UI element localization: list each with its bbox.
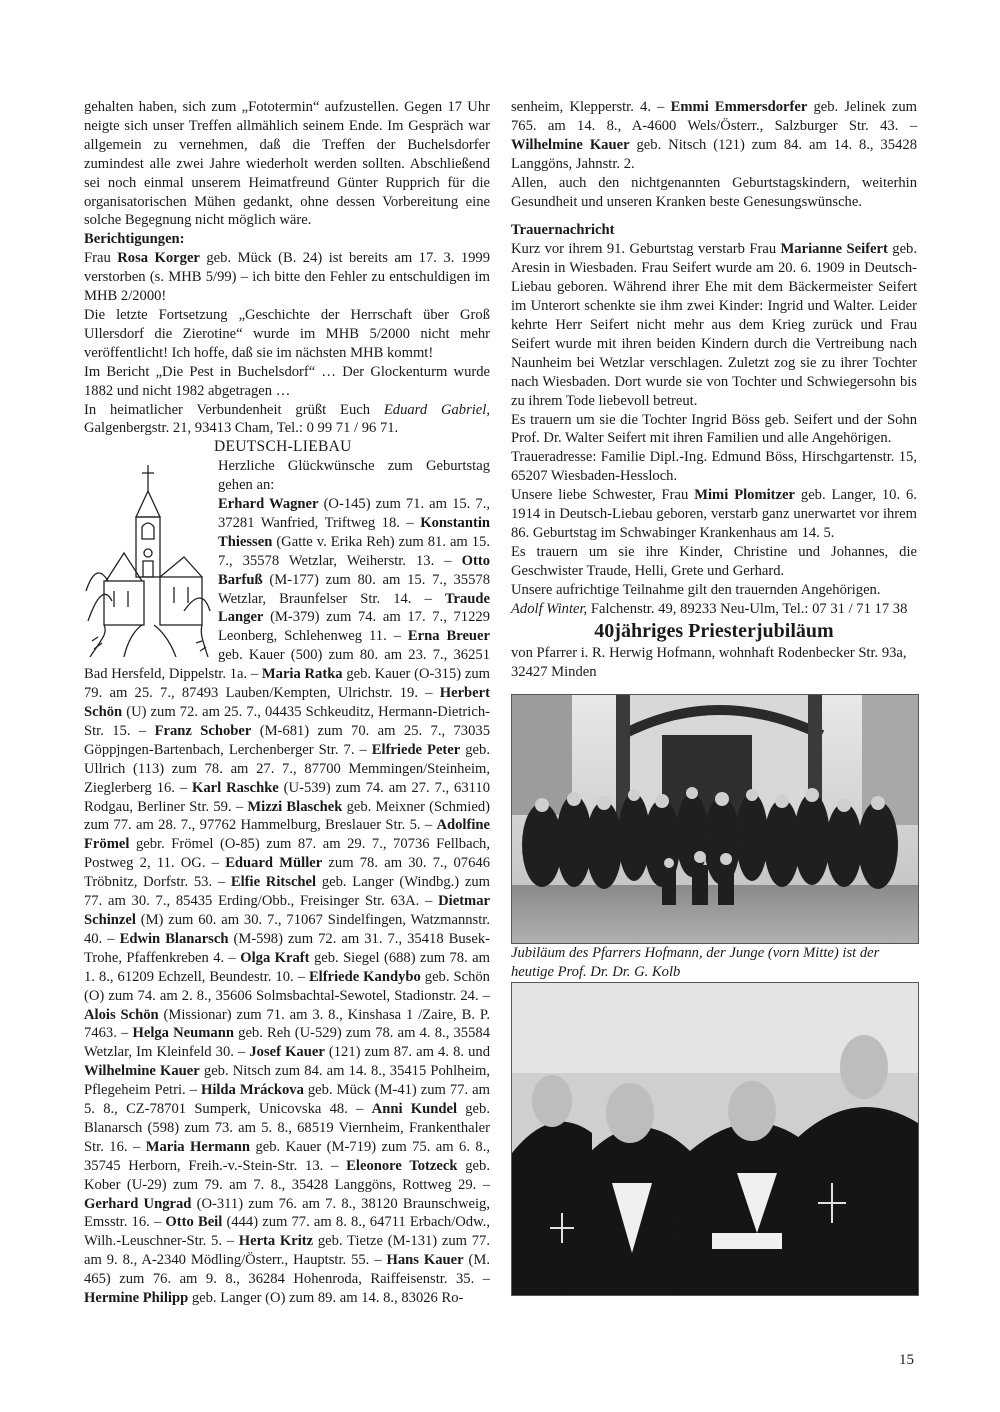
birthday-entry: Elfie Ritschel geb. Langer (Windbg.) zum 77. am 30. 7., 85435 Erding/Obb., Freisinger Str. 63A. – <box>84 874 491 910</box>
birthday-entry: Hans Kauer (M. 465) zum 76. am 9. 8., 36284 Hohenroda, Raiffeisenstr. 35. – <box>84 1252 490 1288</box>
intro-paragraph: gehalten haben, sich zum „Fototermin“ aufzustellen. Gegen 17 Uhr neigte sich unser Treffen allmählich seinem Ende. Im Gespräch war allgemein zu vernehmen, daß die Treffen der Buchelsdorfer zumindest alle zwei Jahre wiederholt werden sollten. Abschließend sei noch einmal unserem Heimatfreund Günter Rupprich für die organisatorischen Mühen gedankt, ohne dessen Vorbereitung eine solche Begegnung nicht möglich wäre. <box>84 99 490 229</box>
person-name: Maria Hermann <box>145 1138 251 1155</box>
person-name: Emmi Emmersdorfer <box>670 99 808 115</box>
obituary-1-mourners: Es trauern um sie die Tochter Ingrid Böss geb. Seifert und der Sohn Prof. Dr. Walter Seifert mit ihren Familien und alle Angehörigen. <box>511 411 917 447</box>
jubilee-byline: von Pfarrer i. R. Herwig Hofmann, wohnhaft Rodenbecker Str. 93a, 32427 Minden <box>511 645 907 681</box>
closing-author: Eduard Gabriel, <box>383 401 490 418</box>
birthday-entry: Franz Schober (M-681) zum 70. am 25. 7., 73035 Göppjngen-Bartenbach, Lerchenberger Str. 7. – <box>84 722 490 758</box>
birthday-entry: Elfriede Peter geb. Ullrich (113) zum 78. am 27. 7., 87700 Memmingen/Steinheim, Zieglerberg 16. – <box>84 741 490 796</box>
sympathy-line: Unsere aufrichtige Teilnahme gilt den trauernden Angehörigen. <box>511 581 881 598</box>
birthday-entry: Mizzi Blaschek geb. Meixner (Schmied) zum 77. am 28. 7., 97762 Hammelburg, Breslauer Str. 5. – <box>84 798 490 834</box>
person-name: Marianne Seifert <box>780 241 888 258</box>
birthday-entry: Edwin Blanarsch (M-598) zum 72. am 31. 7., 35418 Busek-Trohe, Pfaffenkreben 4. – <box>84 930 490 966</box>
birthday-entry: Herta Kritz geb. Tietze (M-131) zum 77. am 9. 8., A-2340 Mödling/Österr., Hauptstr. 55. – <box>84 1233 490 1269</box>
birthday-entry: Hilda Mráckova geb. Mück (M-41) zum 77. am 5. 8., CZ-78701 Sumperk, Unicovska 48. – <box>84 1082 490 1118</box>
jubilee-title: 40jähriges Priesterjubiläum <box>594 620 834 643</box>
birthday-entry: Anni Kundel geb. Blanarsch (598) zum 73. am 5. 8., 68519 Viernheim, Frankenthaler Str. 16. – <box>84 1101 490 1155</box>
person-name: Helga Neumann <box>132 1025 234 1042</box>
person-name: Elfriede Peter <box>371 741 461 758</box>
person-name: Mizzi Blaschek <box>247 798 343 815</box>
person-name: Mimi Plomitzer <box>694 487 795 504</box>
person-name: Hilda Mráckova <box>200 1082 304 1099</box>
person-name: Alois Schön <box>84 1006 159 1023</box>
person-name: Rosa Korger <box>117 250 200 267</box>
right-column <box>511 98 917 1296</box>
birthday-entry: Eduard Müller zum 78. am 30. 7., 07646 Tröbnitz, Dorfstr. 53. – <box>84 855 490 891</box>
obituary-2-mourners: Es trauern um sie ihre Kinder, Christine und Johannes, die Geschwister Traude, Helli, Grete und Gerhard. <box>511 543 917 579</box>
person-name: Elfriede Kandybo <box>308 968 421 985</box>
birthday-entry: Karl Raschke (U-539) zum 74. am 27. 7., 63110 Rodgau, Berliner Str. 59. – <box>84 779 490 815</box>
group-photo <box>511 694 919 944</box>
birthday-entry: Josef Kauer (121) zum 87. am 4. 8. und <box>249 1044 490 1061</box>
person-name: Otto Beil <box>165 1214 223 1231</box>
person-name: Herta Kritz <box>238 1233 314 1250</box>
birthday-entry: Hermine Philipp geb. Langer (O) zum 89. am 14. 8., 83026 Ro- <box>84 1290 464 1307</box>
person-name: Olga Kraft <box>240 949 310 966</box>
correction-2: Die letzte Fortsetzung „Geschichte der Herrschaft über Groß Ullersdorf die Zierotine“ wurde im MHB 5/2000 nicht mehr veröffentlicht! Ich hoffe, daß sie im nächsten MHB kommt! <box>84 306 490 361</box>
birthday-entry: Olga Kraft geb. Siegel (688) zum 78. am 1. 8., 61209 Echzell, Beundestr. 10. – <box>84 949 490 985</box>
birthday-entry: Otto Beil (444) zum 77. am 8. 8., 64711 Erbach/Odw., Wilh.-Leuschner-Str. 5. – <box>84 1214 490 1250</box>
birthday-entry: Erhard Wagner (O-145) zum 71. am 15. 7., 37281 Wanfried, Triftweg 18. – <box>218 496 491 531</box>
birthday-entry: Gerhard Ungrad (O-311) zum 76. am 7. 8., 38120 Braunschweig, Emsstr. 16. – <box>84 1195 490 1231</box>
birthday-entry: Maria Ratka geb. Kauer (O-315) zum 79. am 25. 7., 87493 Lauben/Kempten, Ulrichstr. 19. – <box>84 666 490 702</box>
person-name: Konstantin Thiessen <box>218 514 490 550</box>
birthday-entry: Erna Breuer geb. Kauer (500) zum 80. am 23. 7., 36251 Bad Hersfeld, Dippelstr. 1a. – <box>84 628 490 683</box>
obituary-1: Kurz vor ihrem 91. Geburtstag verstarb Frau Marianne Seifert geb. Aresin in Wiesbaden. Frau Seifert wurde am 20. 6. 1909 in Deutsch-Liebau geboren. Während ihrer Ehe mit dem Bäckermeister Seifert im Unterort schenkte sie ihm zwei Kinder: Ingrid und Walter. Leider kehrte Herr Seifert nicht mehr aus dem Krieg zurück und Frau Seifert wurde mit ihren beiden Kindern durch die Vertreibung nach Naunheim bei Wetzlar verschlagen. Zuletzt zog sie zu ihrer Tochter nach Wiesbaden. Dort wurde sie von Tochter und Schwiegersohn bis zu ihrem Tode liebevoll betreut. <box>511 241 917 409</box>
person-name: Hermine Philipp <box>84 1290 189 1307</box>
person-name: Hans Kauer <box>386 1252 464 1269</box>
correction-1: Frau Rosa Korger geb. Mück (B. 24) ist bereits am 17. 3. 1999 verstorben (s. MHB 5/99) – ich bitte den Fehler zu entschuldigen im MHB 2/2000! <box>84 250 491 305</box>
wishes-paragraph: Allen, auch den nichtgenannten Geburtstagskindern, weiterhin Gesundheit und unseren Kranken beste Genesungswünsche. <box>511 174 917 210</box>
photo-1-caption: Jubiläum des Pfarrers Hofmann, der Junge (vorn Mitte) ist der heutige Prof. Dr. Dr. G. Kolb <box>511 945 880 981</box>
person-name: Josef Kauer <box>249 1044 325 1061</box>
corrections-heading: Berichtigungen: <box>84 231 185 248</box>
person-name: Anni Kundel <box>371 1101 457 1118</box>
person-name: Erhard Wagner <box>218 496 319 513</box>
birthday-entry: Eleonore Totzeck geb. Kober (U-29) zum 79. am 7. 8., 35428 Langgöns, Rottweg 29. – <box>84 1157 490 1193</box>
person-name: Karl Raschke <box>192 779 279 796</box>
person-name: Adolfine Frömel <box>84 817 490 853</box>
person-name: Herbert Schön <box>84 685 490 720</box>
birthday-continued: senheim, Klepperstr. 4. – Emmi Emmersdorfer geb. Jelinek zum 765. am 14. 8., A-4600 Wels/Österr., Salzburger Str. 43. – Wilhelmine Kauer geb. Nitsch (121) zum 84. am 14. 8., 35428 Langgöns, Jahnstr. 2. <box>511 99 917 172</box>
birthday-entry: Dietmar Schinzel (M) zum 60. am 30. 7., 71067 Sindelfingen, Watzmannstr. 40. – <box>84 893 490 947</box>
left-column <box>84 98 490 1308</box>
person-name: Dietmar Schinzel <box>84 893 490 928</box>
birthday-intro: Herzliche Glückwünsche zum Geburtstag gehen an: <box>218 458 490 494</box>
birthday-entry: Wilhelmine Kauer geb. Nitsch zum 84. am 14. 8., 35415 Pohlheim, Pflegeheim Petri. – <box>84 1063 490 1099</box>
church-illustration <box>84 461 212 657</box>
obituary-1-address: Traueradresse: Familie Dipl.-Ing. Edmund Böss, Hirschgartenstr. 15, 65207 Wiesbaden-Hessloch. <box>511 449 917 485</box>
birthday-entry: Herbert Schön (U) zum 72. am 25. 7., 04435 Schkeuditz, Hermann-Dietrich-Str. 15. – <box>84 685 490 739</box>
person-name: Eleonore Totzeck <box>346 1157 458 1174</box>
obituary-heading: Trauernachricht <box>511 222 615 239</box>
birthday-entry: Konstantin Thiessen (Gatte v. Erika Reh) zum 81. am 15. 7., 35578 Wetzlar, Weiherstr. 13. – <box>218 514 490 569</box>
signoff-author: Adolf Winter, <box>511 600 588 617</box>
birthday-entry: Traude Langer (M-379) zum 74. am 17. 7., 71229 Leonberg, Schlehenweg 11. – <box>218 590 490 645</box>
birthday-entry: Helga Neumann geb. Reh (U-529) zum 78. am 4. 8., 35584 Wetzlar, Im Kleinfeld 30. – <box>84 1025 490 1061</box>
person-name: Wilhelmine Kauer <box>84 1063 200 1080</box>
page-number: 15 <box>899 1352 914 1368</box>
person-name: Eduard Müller <box>225 855 323 872</box>
correction-3: Im Bericht „Die Pest in Buchelsdorf“ … Der Glockenturm wurde 1882 und nicht 1982 abgetragen … <box>84 363 490 399</box>
person-name: Franz Schober <box>154 722 252 739</box>
birthday-entry: Alois Schön (Missionar) zum 71. am 3. 8., Kinshasa 1 /Zaire, B. P. 7463. – <box>84 1006 490 1042</box>
person-name: Edwin Blanarsch <box>119 930 229 947</box>
priests-photo <box>511 982 919 1296</box>
obituary-2: Unsere liebe Schwester, Frau Mimi Plomitzer geb. Langer, 10. 6. 1914 in Deutsch-Liebau geboren, verstarb ganz unerwartet vor ihrem 86. Geburtstag im Schwabinger Krankenhaus am 14. 5. <box>511 487 917 541</box>
birthday-entry: Otto Barfuß (M-177) zum 80. am 15. 7., 35578 Wetzlar, Braunfelser Str. 14. – <box>218 552 490 607</box>
person-name: Gerhard Ungrad <box>84 1195 192 1212</box>
signoff: Adolf Winter, Falchenstr. 49, 89233 Neu-Ulm, Tel.: 07 31 / 71 17 38 <box>511 600 908 617</box>
person-name: Elfie Ritschel <box>230 874 317 891</box>
birthday-entry: Elfriede Kandybo geb. Schön (O) zum 74. am 2. 8., 35606 Solmsbachtal-Sewotel, Stadionstr. 24. – <box>84 968 490 1004</box>
person-name: Erna Breuer <box>407 628 490 645</box>
person-name: Maria Ratka <box>261 666 343 683</box>
person-name: Wilhelmine Kauer <box>511 136 630 153</box>
person-name: Traude Langer <box>218 590 490 626</box>
birthday-entry: Adolfine Frömel gebr. Frömel (O-85) zum 87. am 29. 7., 70736 Fellbach, Postweg 2, 11. OG. – <box>84 817 490 872</box>
birthday-entry: Maria Hermann geb. Kauer (M-719) zum 75. am 6. 8., 35745 Herborn, Freih.-v.-Stein-Str. 13. – <box>84 1138 491 1174</box>
person-name: Otto Barfuß <box>218 552 490 588</box>
closing-paragraph: In heimatlicher Verbundenheit grüßt Euch Eduard Gabriel, Galgenbergstr. 21, 93413 Cham, Tel.: 0 99 71 / 96 71. <box>84 401 490 437</box>
section-title: DEUTSCH-LIEBAU <box>214 438 352 456</box>
